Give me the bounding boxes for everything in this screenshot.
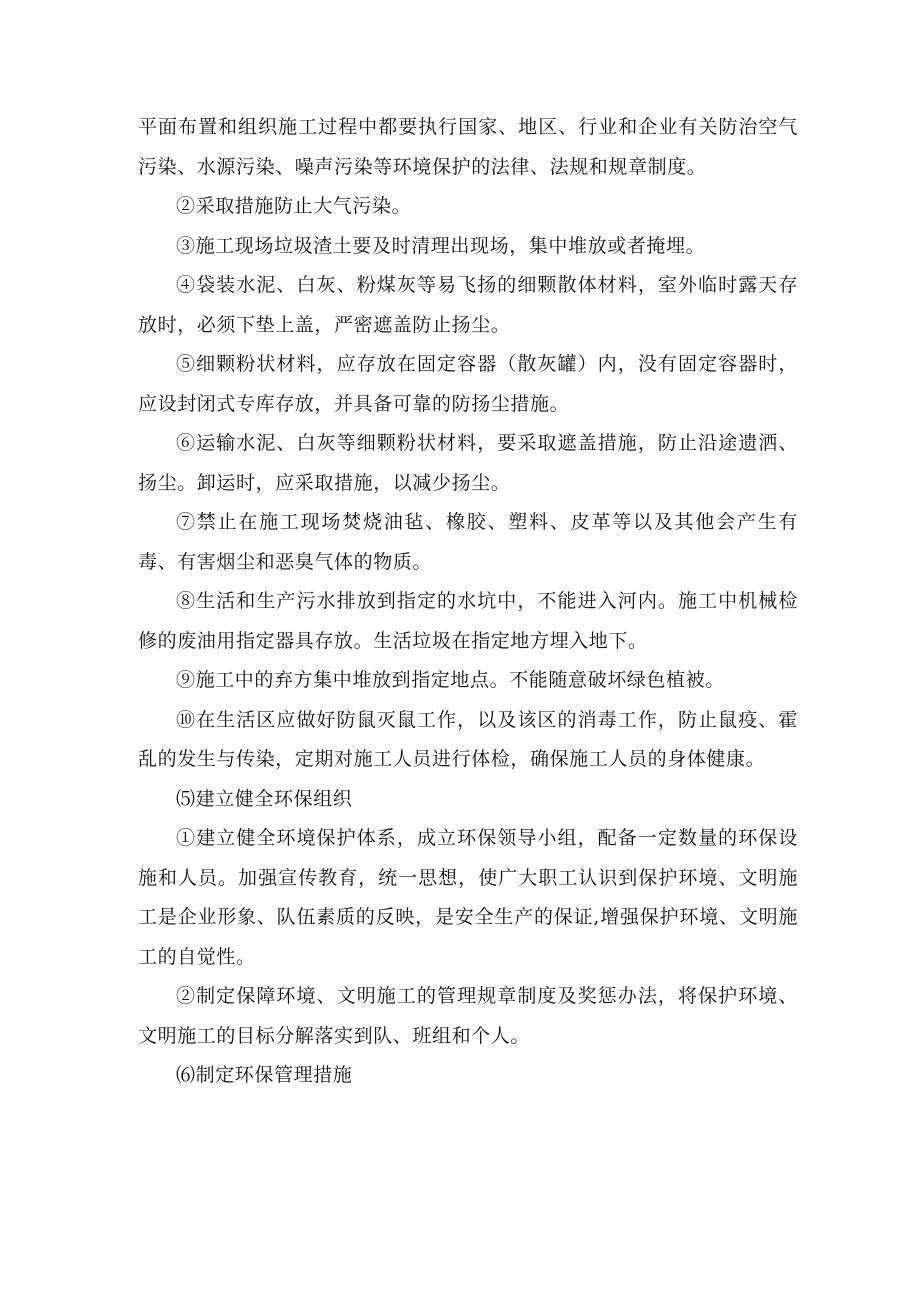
- paragraph-item-8: ⑧生活和生产污水排放到指定的水坑中，不能进入河内。施工中机械检修的废油用指定器具存放。生活垃圾在指定地方埋入地下。: [138, 590, 798, 652]
- paragraph-item-9: ⑨施工中的弃方集中堆放到指定地点。不能随意破坏绿色植被。: [176, 669, 725, 691]
- paragraph-item-6: ⑥运输水泥、白灰等细颗粉状材料，要采取遮盖措施，防止沿途遗洒、扬尘。卸运时，应采取措施，以减少扬尘。: [138, 432, 798, 494]
- paragraph-item-2: ②采取措施防止大气污染。: [176, 195, 412, 217]
- paragraph-subitem-1: ①建立健全环境保护体系，成立环保领导小组，配备一定数量的环保设施和人员。加强宣传教育，统一思想，使广大职工认识到保护环境、文明施工是企业形象、队伍素质的反映，是安全生产的保证,增强保护环境、文明施工的自觉性。: [138, 827, 798, 968]
- section-heading-5: ⑸建立健全环保组织: [176, 787, 353, 810]
- paragraph-item-3: ③施工现场垃圾渣土要及时清理出现场，集中堆放或者掩埋。: [176, 234, 706, 257]
- paragraph-item-4: ④袋装水泥、白灰、粉煤灰等易飞扬的细颗散体材料，室外临时露天存放时，必须下垫上盖，严密遮盖防止扬尘。: [138, 274, 798, 336]
- paragraph-item-10: ⑩在生活区应做好防鼠灭鼠工作，以及该区的消毒工作，防止鼠疫、霍乱的发生与传染，定期对施工人员进行体检，确保施工人员的身体健康。: [138, 708, 798, 770]
- document-body: [138, 108, 798, 1096]
- paragraph-item-7: ⑦禁止在施工现场焚烧油毡、橡胶、塑料、皮革等以及其他会产生有毒、有害烟尘和恶臭气体的物质。: [138, 511, 798, 573]
- section-heading-6: ⑹制定环保管理措施: [176, 1064, 353, 1086]
- paragraph-subitem-2: ②制定保障环境、文明施工的管理规章制度及奖惩办法，将保护环境、文明施工的目标分解落实到队、班组和个人。: [138, 985, 798, 1047]
- paragraph-continuation: 平面布置和组织施工过程中都要执行国家、地区、行业和企业有关防治空气污染、水源污染、噪声污染等环境保护的法律、法规和规章制度。: [138, 116, 798, 178]
- paragraph-item-5: ⑤细颗粉状材料，应存放在固定容器（散灰罐）内，没有固定容器时，应设封闭式专库存放，并具备可靠的防扬尘措施。: [138, 353, 798, 415]
